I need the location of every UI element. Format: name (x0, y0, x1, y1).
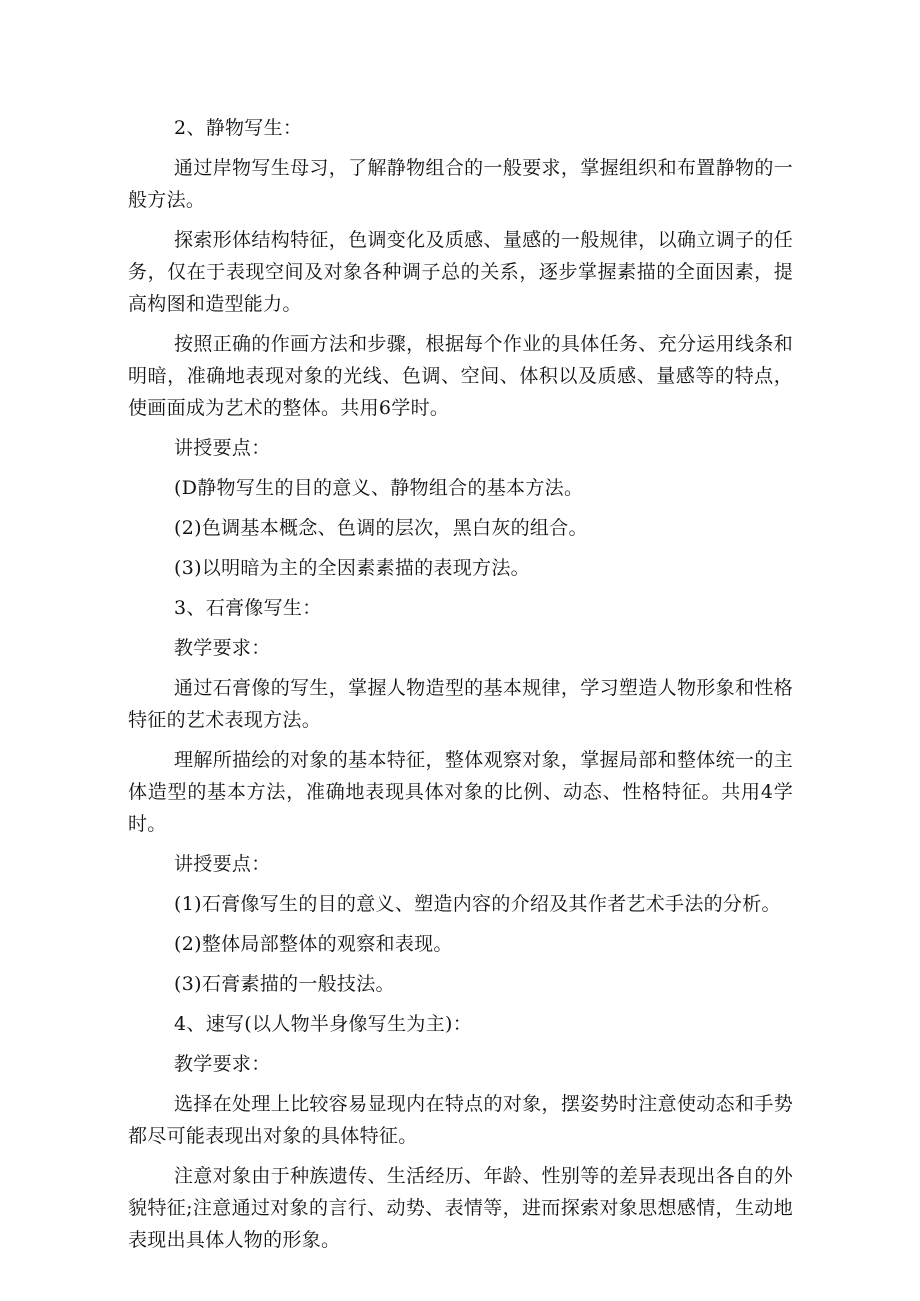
list-item: (3)以明暗为主的全因素素描的表现方法。 (174, 557, 530, 579)
paragraph: 通过石膏像的写生，掌握人物造型的基本规律，学习塑造人物形象和性格特征的艺术表现方法。 (128, 677, 793, 731)
section-heading-sketching: 4、速写(以人物半身像写生为主)： (174, 1013, 473, 1035)
section-heading-still-life: 2、静物写生： (174, 117, 303, 139)
list-item: (2)整体局部整体的观察和表现。 (174, 933, 453, 955)
paragraph: 注意对象由于种族遗传、生活经历、年龄、性别等的差异表现出各自的外貌特征;注意通过对象的言行、动势、表情等，进而探索对象思想感情，生动地表现出具体人物的形象。 (128, 1165, 793, 1251)
subheading-teaching-requirements: 教学要求： (174, 1053, 271, 1075)
subheading-teaching-requirements: 教学要求： (174, 637, 271, 659)
list-item: (1)石膏像写生的目的意义、塑造内容的介绍及其作者艺术手法的分析。 (174, 893, 781, 915)
list-item: (D静物写生的目的意义、静物组合的基本方法。 (174, 477, 584, 499)
paragraph: 选择在处理上比较容易显现内在特点的对象，摆姿势时注意使动态和手势都尽可能表现出对象的具体特征。 (128, 1093, 793, 1147)
section-heading-plaster-cast: 3、石膏像写生： (174, 597, 322, 619)
paragraph: 理解所描绘的对象的基本特征，整体观察对象，掌握局部和整体统一的主体造型的基本方法，准确地表现具体对象的比例、动态、性格特征。共用4学时。 (128, 749, 793, 835)
paragraph: 通过岸物写生母习，了解静物组合的一般要求，掌握组织和布置静物的一般方法。 (128, 157, 793, 211)
list-item: (2)色调基本概念、色调的层次，黑白灰的组合。 (174, 517, 588, 539)
paragraph: 探索形体结构特征，色调变化及质感、量感的一般规律，以确立调子的任务，仅在于表现空间及对象各种调子总的关系，逐步掌握素描的全面因素，提高构图和造型能力。 (128, 229, 793, 315)
paragraph: 按照正确的作画方法和步骤，根据每个作业的具体任务、充分运用线条和明暗，准确地表现对象的光线、色调、空间、体积以及质感、量感等的特点，使画面成为艺术的整体。共用6学时。 (128, 333, 793, 419)
document-body (128, 112, 793, 1264)
subheading-lecture-points: 讲授要点： (174, 853, 271, 875)
subheading-lecture-points: 讲授要点： (174, 437, 271, 459)
list-item: (3)石膏素描的一般技法。 (174, 973, 395, 995)
